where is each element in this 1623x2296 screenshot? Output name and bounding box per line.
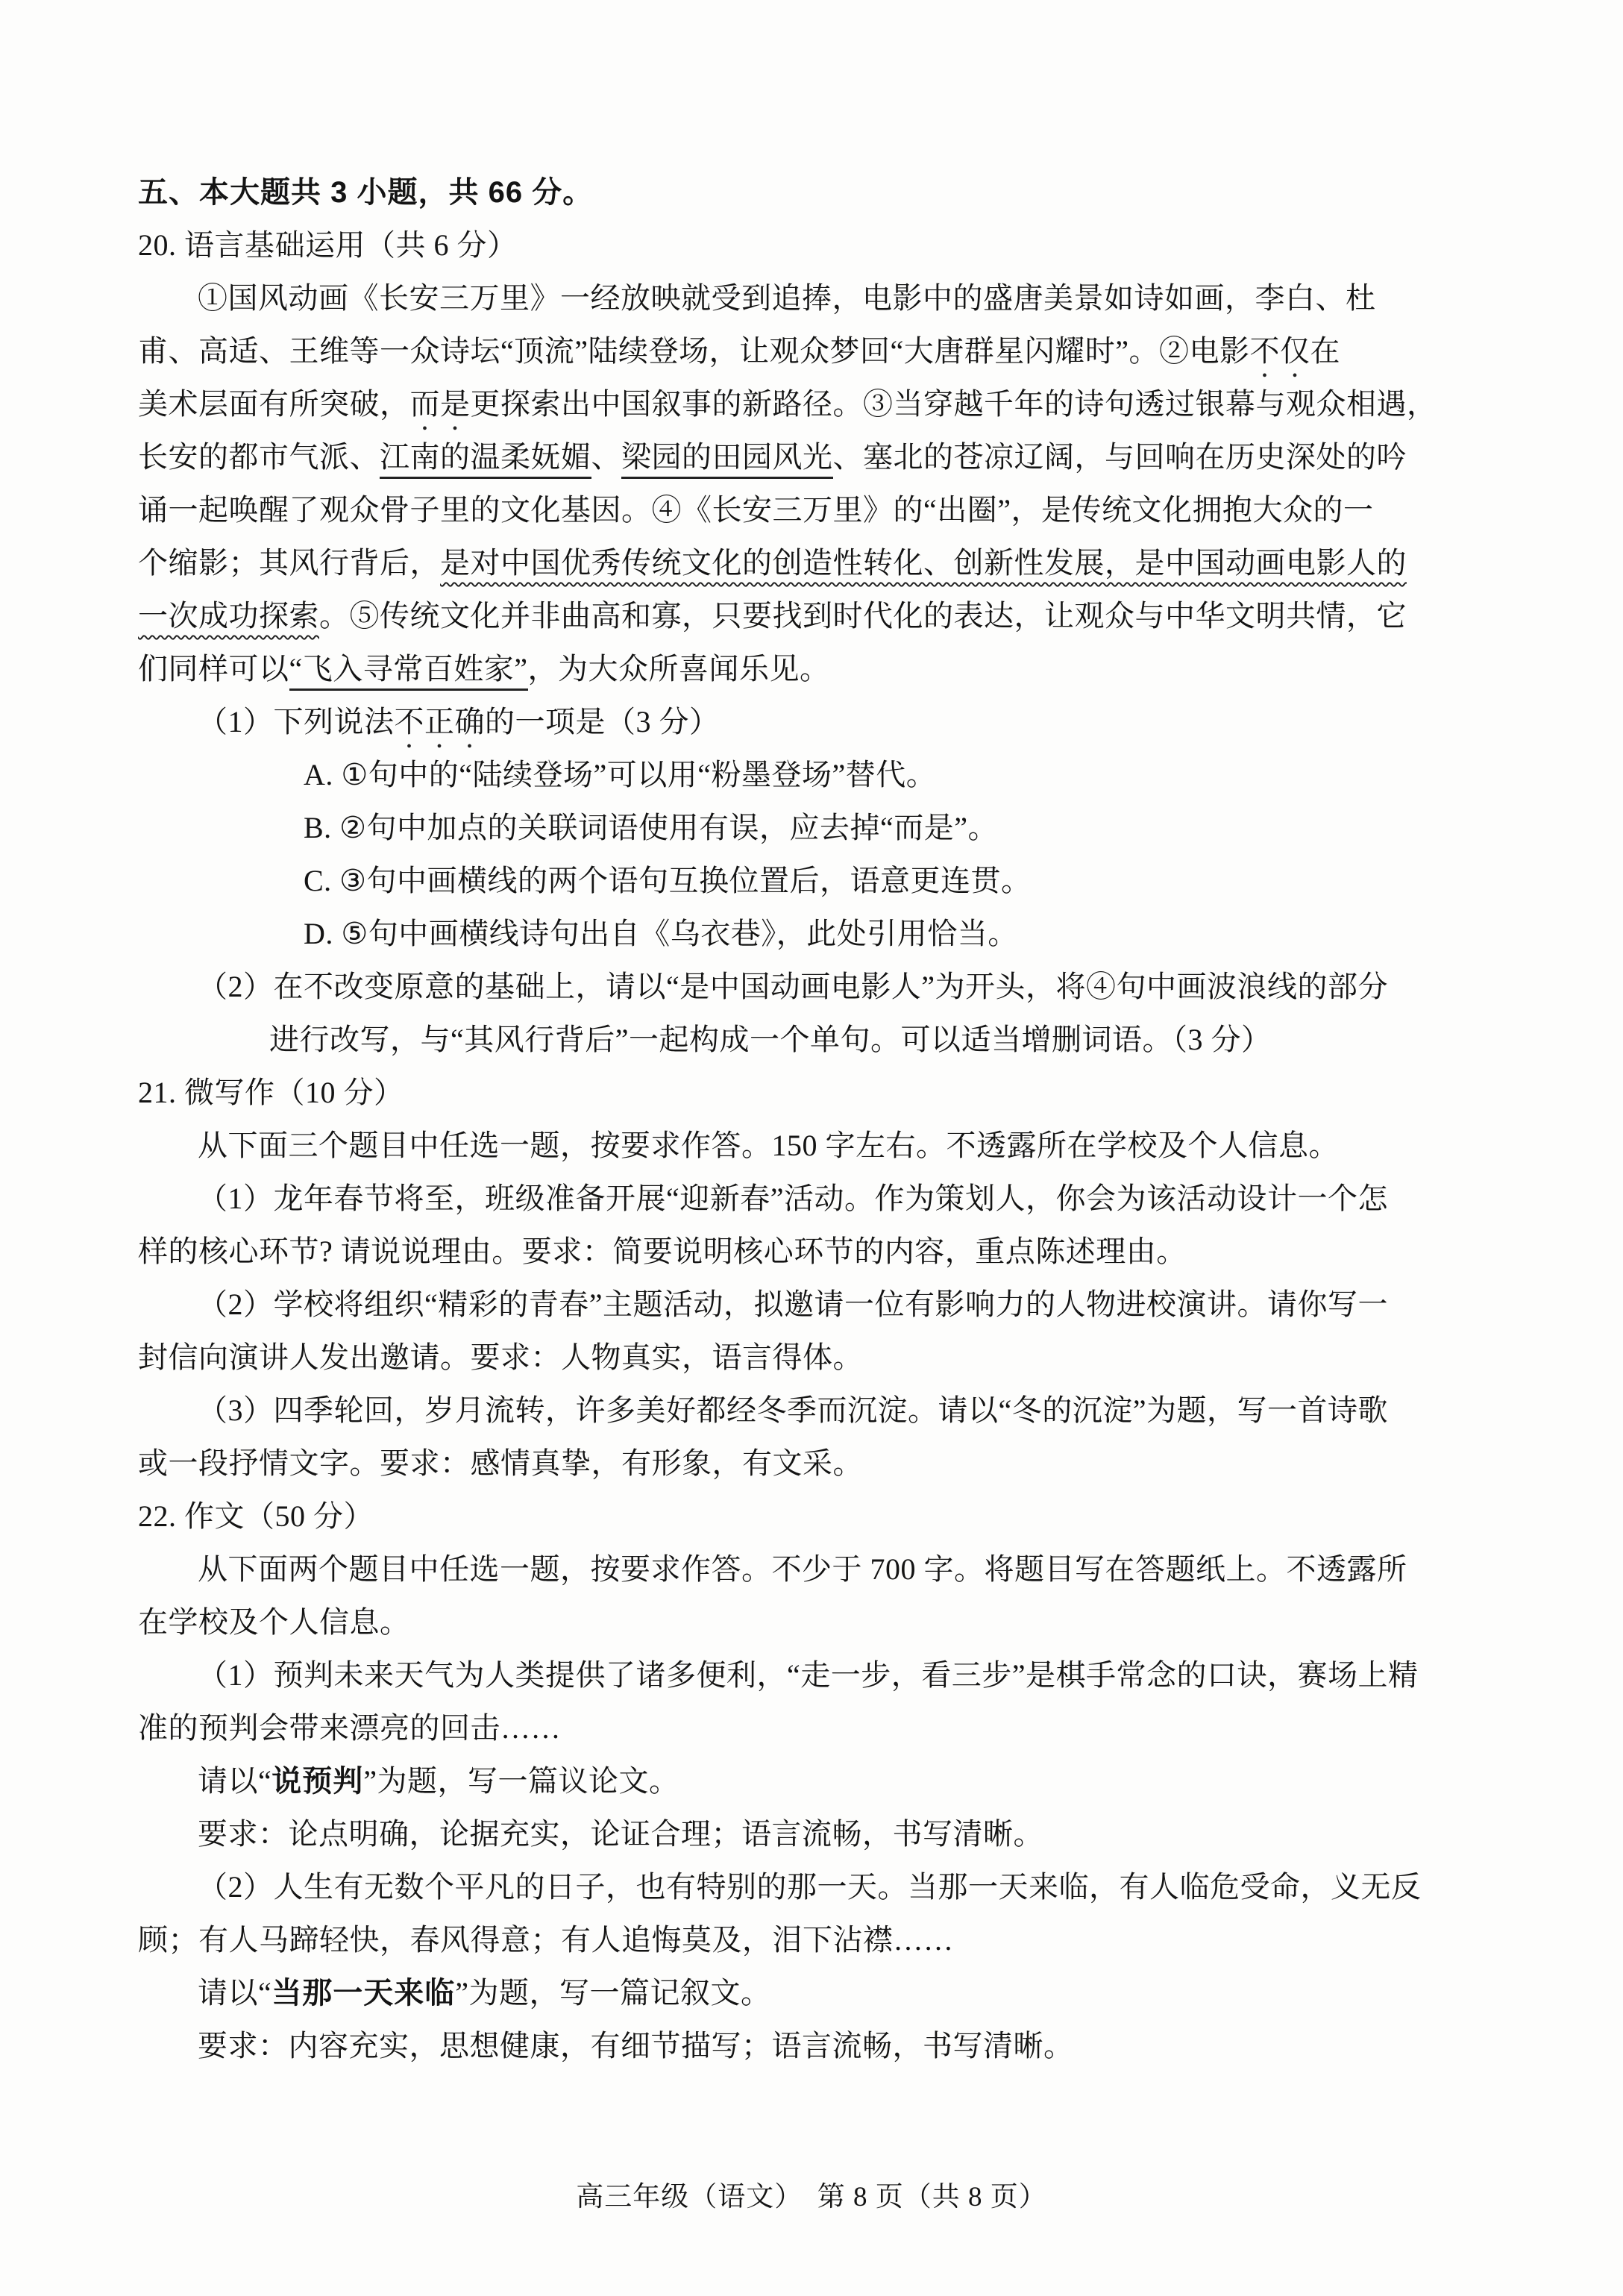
- text-run: 进行改写，与“其风行背后”一起构成一个单句。可以适当增删词语。（3 分）: [269, 1023, 1272, 1056]
- document-line: [138, 2019, 1492, 2072]
- text-run: 的一项是（3 分）: [485, 705, 720, 738]
- document-line: [138, 1119, 1492, 1172]
- document-line: [138, 1490, 1492, 1543]
- text-run: 20. 语言基础运用（共 6 分）: [138, 228, 518, 262]
- text-run: 美术层面有所突破，: [138, 387, 410, 421]
- text-run: A. ①句中的“陆续登场”可以用“粉墨登场”替代。: [304, 758, 937, 791]
- document-line: [138, 1384, 1492, 1437]
- emphasis-dotted-text: 不正确: [394, 705, 485, 738]
- text-run: （2）人生有无数个平凡的日子，也有特别的那一天。当那一天来临，有人临危受命，义无反: [198, 1870, 1422, 1904]
- document-line: [138, 1807, 1492, 1860]
- document-line: [138, 1066, 1492, 1119]
- text-run: （1）龙年春节将至，班级准备开展“迎新春”活动。作为策划人，你会为该活动设计一个怎: [198, 1182, 1389, 1215]
- page-footer-text: 高三年级（语文） 第 8 页（共 8 页）: [576, 2182, 1047, 2212]
- document-line: [138, 854, 1492, 907]
- document-line: [138, 1172, 1492, 1225]
- text-run: 在: [1310, 334, 1341, 368]
- text-run: （2）学校将组织“精彩的青春”主题活动，拟邀请一位有影响力的人物进校演讲。请你写一: [198, 1287, 1389, 1321]
- text-run: （2）在不改变原意的基础上，请以“是中国动画电影人”为开头，将④句中画波浪线的部分: [198, 970, 1389, 1003]
- document-line: [138, 695, 1492, 748]
- text-run: 、: [591, 440, 621, 474]
- document-line: [138, 219, 1492, 272]
- document-line: [138, 1543, 1492, 1596]
- text-run: C. ③句中画横线的两个语句互换位置后，语意更连贯。: [304, 864, 1032, 897]
- text-run: 长安的都市气派、: [138, 440, 380, 474]
- text-run: ，为大众所喜闻乐见。: [527, 652, 830, 686]
- document-line: [138, 1225, 1492, 1278]
- text-run: 在学校及个人信息。: [138, 1605, 410, 1639]
- document-line: [138, 166, 1492, 219]
- document-line: [138, 1437, 1492, 1490]
- text-run: ①国风动画《长安三万里》一经放映就受到追捧，电影中的盛唐美景如诗如画，李白、杜: [198, 281, 1376, 315]
- wavy-underlined-text: 一次成功探索: [138, 599, 319, 633]
- text-run: （3）四季轮回，岁月流转，许多美好都经冬季而沉淀。请以“冬的沉淀”为题，写一首诗歌: [198, 1393, 1389, 1427]
- text-run: 请以“: [198, 1764, 272, 1798]
- document-line: [138, 1331, 1492, 1384]
- document-line: [138, 272, 1492, 324]
- document-line: [138, 748, 1492, 801]
- text-run: B. ②句中加点的关联词语使用有误，应去掉“而是”。: [304, 811, 999, 844]
- document-line: [138, 960, 1492, 1013]
- text-run: ”为题，写一篇议论文。: [363, 1764, 679, 1798]
- document-line: [138, 1701, 1492, 1754]
- document-line: [138, 1649, 1492, 1701]
- text-run: 从下面三个题目中任选一题，按要求作答。150 字左右。不透露所在学校及个人信息。: [198, 1129, 1339, 1162]
- document-line: [138, 536, 1492, 589]
- text-run: 诵一起唤醒了观众骨子里的文化基因。④《长安三万里》的“出圈”，是传统文化拥抱大众的一: [138, 493, 1374, 527]
- text-run: 样的核心环节? 请说说理由。要求：简要说明核心环节的内容，重点陈述理由。: [138, 1235, 1187, 1268]
- text-run: 顾；有人马蹄轻快，春风得意；有人追悔莫及，泪下沾襟……: [138, 1923, 954, 1957]
- text-run: 个缩影；其风行背后，: [138, 546, 440, 580]
- wavy-underlined-text: 是对中国优秀传统文化的创造性转化、创新性发展，是中国动画电影人的: [440, 546, 1407, 580]
- document-line: [138, 1754, 1492, 1807]
- text-run: 甫、高适、王维等一众诗坛“顶流”陆续登场，让观众梦回“大唐群星闪耀时”。②电影: [138, 334, 1250, 368]
- text-run: ”为题，写一篇记叙文。: [455, 1976, 771, 2010]
- document-line: [138, 377, 1492, 430]
- underlined-text: 梁园的田园风光: [621, 440, 833, 479]
- document-line: [138, 907, 1492, 960]
- document-line: [138, 430, 1492, 483]
- document-line: [138, 801, 1492, 854]
- page-footer: [0, 2175, 1623, 2220]
- document-line: [138, 483, 1492, 536]
- bold-text: 当那一天来临: [271, 1977, 456, 2010]
- document-line: [138, 1278, 1492, 1331]
- document-line: [138, 1860, 1492, 1913]
- bold-text: 说预判: [271, 1765, 364, 1798]
- text-run: 请以“: [198, 1976, 272, 2010]
- text-run: 封信向演讲人发出邀请。要求：人物真实，语言得体。: [138, 1340, 863, 1374]
- emphasis-dotted-text: 而是: [409, 387, 471, 421]
- underlined-text: 江南的温柔妩媚: [380, 440, 591, 479]
- document-line: [138, 642, 1492, 695]
- bold-text: 五、本大题共 3 小题，共 66 分。: [138, 176, 594, 209]
- document-line: [138, 589, 1492, 642]
- document-line: [138, 1013, 1492, 1066]
- document-line: [138, 324, 1492, 377]
- document-line: [138, 1596, 1492, 1649]
- text-run: 。⑤传统文化并非曲高和寡，只要找到时代化的表达，让观众与中华文明共情，它: [319, 599, 1407, 633]
- text-run: 21. 微写作（10 分）: [138, 1076, 404, 1109]
- document-line: [138, 1913, 1492, 1966]
- emphasis-dotted-text: 不仅: [1249, 334, 1310, 368]
- text-run: 从下面两个题目中任选一题，按要求作答。不少于 700 字。将题目写在答题纸上。不透露所: [198, 1552, 1407, 1586]
- text-run: 或一段抒情文字。要求：感情真挚，有形象，有文采。: [138, 1446, 863, 1480]
- text-run: D. ⑤句中画横线诗句出自《乌衣巷》，此处引用恰当。: [304, 917, 1018, 950]
- document-line: [138, 1966, 1492, 2019]
- text-run: 要求：内容充实，思想健康，有细节描写；语言流畅，书写清晰。: [198, 2029, 1074, 2063]
- text-run: 、塞北的苍凉辽阔，与回响在历史深处的吟: [832, 440, 1407, 474]
- text-run: 准的预判会带来漂亮的回击……: [138, 1711, 561, 1745]
- text-run: 更探索出中国叙事的新路径。③当穿越千年的诗句透过银幕与观众相遇，: [470, 387, 1437, 421]
- text-run: 22. 作文（50 分）: [138, 1499, 374, 1533]
- text-run: （1）预判未来天气为人类提供了诸多便利，“走一步，看三步”是棋手常念的口诀，赛场上精: [198, 1658, 1419, 1692]
- text-run: 们同样可以: [138, 652, 289, 686]
- document-body: [138, 166, 1492, 2072]
- underlined-text: “飞入寻常百姓家”: [289, 652, 528, 691]
- text-run: 要求：论点明确，论据充实，论证合理；语言流畅，书写清晰。: [198, 1817, 1043, 1851]
- text-run: （1）下列说法: [198, 705, 395, 738]
